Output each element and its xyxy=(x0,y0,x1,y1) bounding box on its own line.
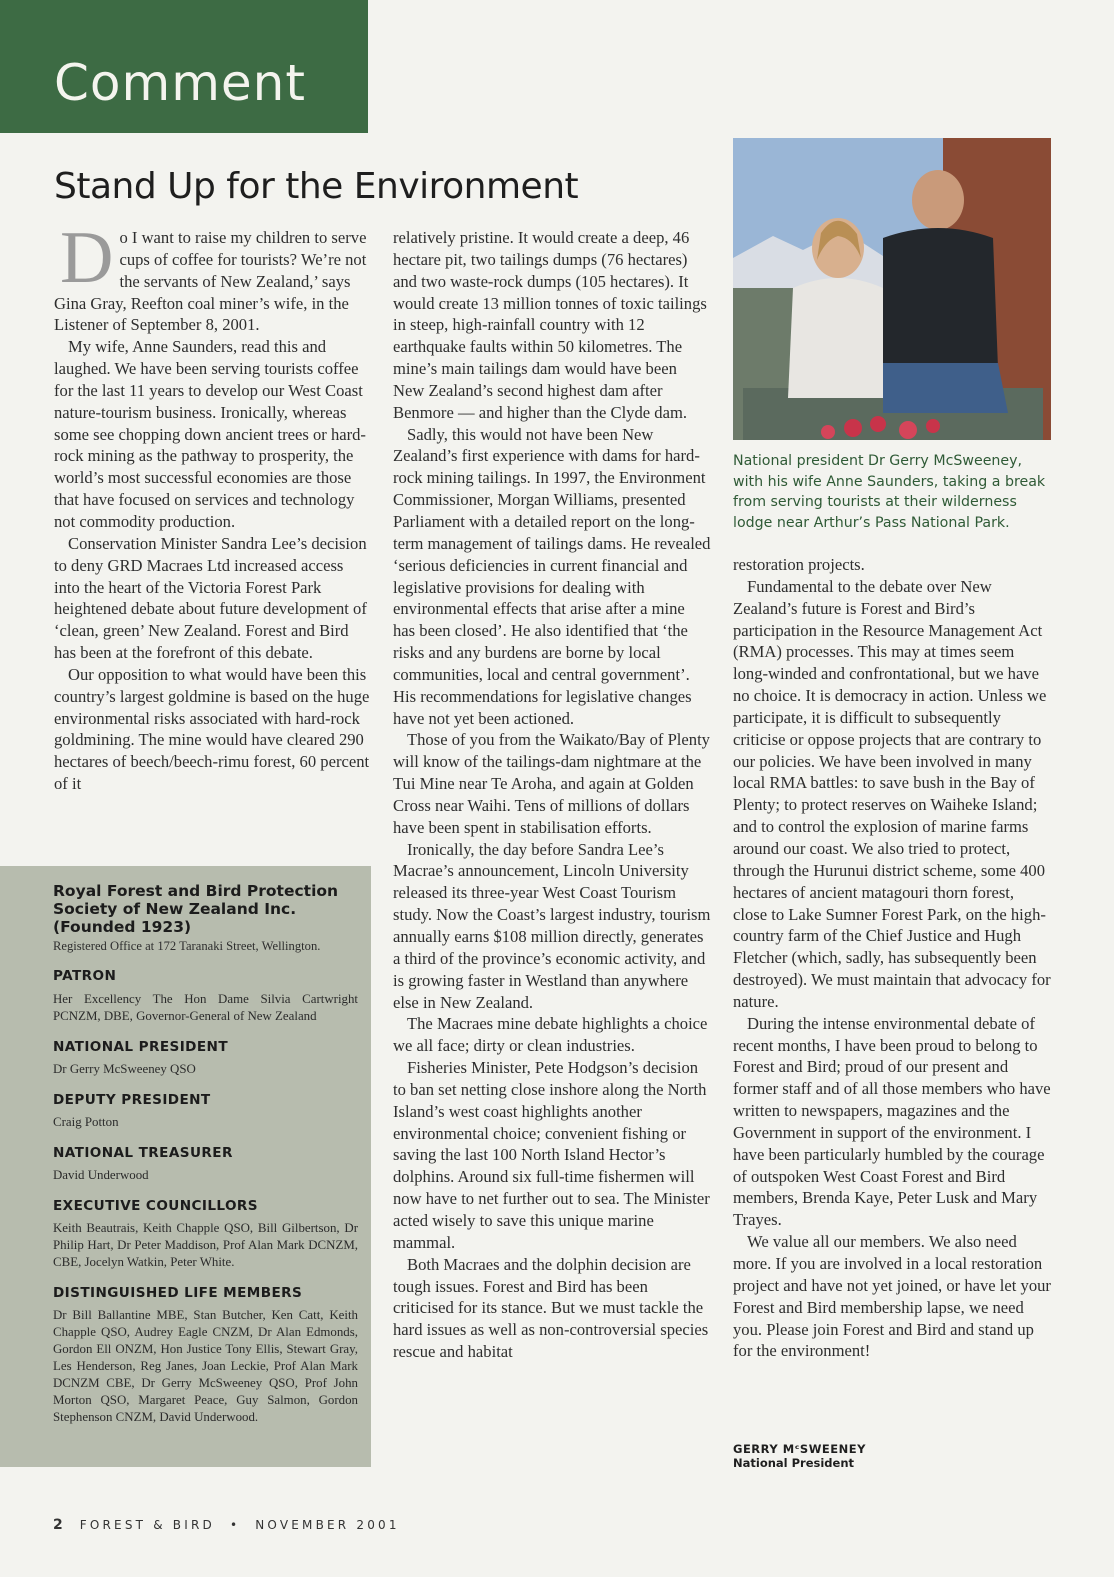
magazine-name: FOREST & BIRD xyxy=(79,1518,215,1532)
article-paragraph: Those of you from the Waikato/Bay of Plenty will know of the tailings-dam nightmare at the Tui Mine near Te Aroha, and again at Golden Cross near Waihi. Tens of millions of dollars have been spent in stabilisation efforts. xyxy=(393,730,710,837)
president-heading: NATIONAL PRESIDENT xyxy=(53,1039,229,1055)
article-paragraph: restoration projects. xyxy=(733,555,865,574)
article-paragraph: My wife, Anne Saunders, read this and laughed. We have been serving tourists coffee for the last 11 years to develop our West Coast nature-tourism business. Ironically, whereas some see chopping down ancient trees or hard-rock mining as the pathway to prosperity, the world’s most successful economies are those that have focused on services and technology not commodity production. xyxy=(54,337,366,531)
author-title: National President xyxy=(733,1456,855,1470)
article-column-2 xyxy=(393,227,711,1363)
society-info-content xyxy=(53,882,358,1426)
treasurer-heading: NATIONAL TREASURER xyxy=(53,1145,233,1161)
section-banner xyxy=(0,0,368,133)
woman-jacket xyxy=(788,278,893,398)
society-info-box xyxy=(0,866,371,1467)
section-title: Comment xyxy=(54,54,306,112)
photo-caption: National president Dr Gerry McSweeney, with his wife Anne Saunders, taking a break from serving tourists at their wilderness lodge near Arthur’s Pass National Park. xyxy=(733,453,1046,531)
article-paragraph: Do I want to raise my children to serve cups of coffee for tourists? We’re not the servants of New Zealand,’ says Gina Gray, Reefton coal miner’s wife, in the Listener of September 8, 2001. xyxy=(54,217,367,335)
author-signature xyxy=(733,1442,866,1470)
drop-cap: D xyxy=(60,217,114,299)
article-paragraph: Conservation Minister Sandra Lee’s decision to deny GRD Macraes Ltd increased access into the heart of the Victoria Forest Park heightened debate about future development of ‘clean, green’ New Zealand. Forest and Bird has been at the forefront of this debate. xyxy=(54,533,367,663)
page-footer xyxy=(53,1517,400,1533)
article-paragraph: Fundamental to the debate over New Zealand’s future is Forest and Bird’s participation in the Resource Management Act (RMA) processes. This may at times seem long-winded and confrontational, but we have no choice. It is democracy in action. Unless we participate, it is difficult to subsequently criticise or oppose projects that are contrary to our policies. We have been involved in many local RMA battles: to save bush in the Bay of Plenty; to protect reserves on Waiheke Island; and to control the explosion of marine farms around our coast. We also tried to protect, through the Hurunui district scheme, some 400 hectares of ancient matagouri thorn forest, close to Lake Sumner Forest Park, on the high-country farm of the Chief Justice and Hugh Fletcher (which, sadly, has subsequently been destroyed). We must maintain that advocacy for nature. xyxy=(733,576,1051,1011)
patron-heading: PATRON xyxy=(53,968,117,984)
patron-text: Her Excellency The Hon Dame Silvia Cartwright PCNZM, DBE, Governor-General of New Zealand xyxy=(53,992,358,1023)
article-paragraph: Our opposition to what would have been this country’s largest goldmine is based on the huge environmental risks associated with hard-rock goldmining. The mine would have cleared 290 hectares of beech/beech-rimu forest, 60 percent of it xyxy=(54,664,370,794)
councillors-text: Keith Beautrais, Keith Chapple QSO, Bill Gilbertson, Dr Philip Hart, Dr Peter Maddison, Prof Alan Mark DCNZM, CBE, Jocelyn Watkin, Peter White. xyxy=(53,1221,358,1269)
article-paragraph: The Macraes mine debate highlights a choice we all face; dirty or clean industries. xyxy=(393,1014,708,1056)
flower xyxy=(844,419,862,437)
page-number: 2 xyxy=(53,1517,63,1533)
article-paragraph: Fisheries Minister, Pete Hodgson’s decision to ban set netting close inshore along the North Island’s west coast highlights another environmental choice; convenient fishing or saving the last 100 North Island Hector’s dolphins. Around six full-time fishermen will now have to net further out to sea. The Minister acted wisely to save this unique marine mammal. xyxy=(393,1058,710,1252)
article-column-3 xyxy=(733,554,1051,1362)
deputy-text: Craig Potton xyxy=(53,1115,119,1129)
flower xyxy=(899,421,917,439)
article-paragraph: Sadly, this would not have been New Zealand’s first experience with dams for hard-rock mining tailings. In 1997, the Environment Commissioner, Morgan Williams, presented Parliament with a detailed report on the long-term management of tailings dams. He revealed ‘serious deficiencies in current financial and legislative provisions for dealing with environmental effects that arise after a mine has been closed’. He also identified that ‘the risks and any burdens are borne by local communities, local and central government’. His recommendations for legislative changes have not yet been actioned. xyxy=(393,424,711,728)
president-text: Dr Gerry McSweeney QSO xyxy=(53,1062,196,1076)
article-paragraph: We value all our members. We also need more. If you are involved in a local restoration project and have not yet joined, or have let your Forest and Bird membership lapse, we need you. Please join Forest and Bird and stand up for the environment! xyxy=(733,1232,1051,1361)
life-members-heading: DISTINGUISHED LIFE MEMBERS xyxy=(53,1285,303,1301)
society-name: Royal Forest and Bird Protection Society of New Zealand Inc. (Founded 1923) xyxy=(53,882,339,936)
article-column-1 xyxy=(54,217,370,795)
man-head xyxy=(912,170,964,230)
article-paragraph: Both Macraes and the dolphin decision are tough issues. Forest and Bird has been criticised for its stance. But we must tackle the hard issues as well as non-controversial species rescue and habitat xyxy=(393,1254,709,1362)
treasurer-text: David Underwood xyxy=(53,1168,149,1182)
flower xyxy=(926,419,940,433)
councillors-heading: EXECUTIVE COUNCILLORS xyxy=(53,1198,258,1214)
article-headline: Stand Up for the Environment xyxy=(54,166,579,207)
article-paragraph: During the intense environmental debate of recent months, I have been proud to belong to Forest and Bird; proud of our present and former staff and of all those members who have written to newspapers, magazines and the Government in support of the environment. I have been particularly humbled by the courage of outspoken West Coast Forest and Bird members, Brenda Kaye, Peter Lusk and Mary Trayes. xyxy=(733,1013,1051,1230)
life-members-text: Dr Bill Ballantine MBE, Stan Butcher, Ken Catt, Keith Chapple QSO, Audrey Eagle CNZM, Dr Alan Edmonds, Gordon Ell ONZM, Hon Justice Tony Ellis, Stewart Gray, Les Henderson, Reg Janes, Joan Leckie, Prof Alan Mark DCNZM CBE, Dr Gerry McSweeney QSO, Prof John Morton QSO, Margaret Peace, Guy Salmon, Gordon Stephenson CNZM, David Underwood. xyxy=(53,1308,358,1424)
article-paragraph: relatively pristine. It would create a deep, 46 hectare pit, two tailings dumps (76 hectares) and two waste-rock dumps (105 hectares). It would create 13 million tonnes of toxic tailings in steep, high-rainfall country with 12 earthquake faults within 50 kilometres. The mine’s main tailings dam would have been New Zealand’s second highest dam after Benmore — and higher than the Clyde dam. xyxy=(393,228,707,422)
registered-office: Registered Office at 172 Taranaki Street, Wellington. xyxy=(53,939,321,953)
deputy-heading: DEPUTY PRESIDENT xyxy=(53,1092,211,1108)
article-paragraph: Ironically, the day before Sandra Lee’s Macrae’s announcement, Lincoln University released its three-year West Coast Tourism study. Now the Coast’s largest industry, tourism annually earns $108 million directly, generates a third of the province’s economic activity, and is growing faster in Westland than anywhere else in New Zealand. xyxy=(393,839,711,1012)
footer-separator: • xyxy=(229,1518,241,1532)
author-name: GERRY MᶜSWEENEY xyxy=(733,1442,866,1456)
flower xyxy=(821,425,835,439)
man-vest xyxy=(883,228,998,368)
flower xyxy=(870,416,886,432)
man-jeans xyxy=(883,363,1008,413)
issue-date: NOVEMBER 2001 xyxy=(255,1518,400,1532)
president-photo xyxy=(733,138,1051,440)
photo-illustration xyxy=(733,138,1051,440)
